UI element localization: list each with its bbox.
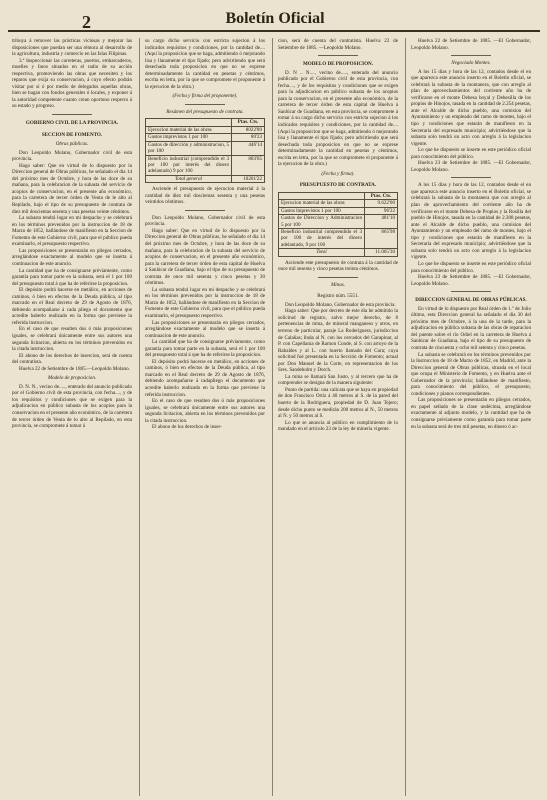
table-cell: 11.065'30 <box>365 249 398 256</box>
separator <box>451 55 491 56</box>
paragraph: Lo que se anuncia al público en cumplimiento de lo mandado en el artículo 23 de la ley de minería vigente. <box>278 419 398 433</box>
table-cell: Gastos imprevistos 1 por 100 <box>279 207 365 214</box>
signature-line: Huelva 22 de Setiembre de 1885.—Leopoldo Molano. <box>19 365 130 372</box>
paragraph: En virtud de lo dispuesto por Real órden de 1.º de Julio último, esta Direccion general ha señalado el dia 30 del próximo mes de Octubre, á la una de la tarde, para la adjudicacion en pública subasta de las obras de reparacion del puente sobre el rio Odiel en la carretera de Huelva á Sanlúcar de Guadiana, bajo el tipo de su presupuesto de contrata de cincuenta y ocho mil setenta y cinco pesetas. <box>411 305 531 351</box>
table-total-row <box>279 249 398 256</box>
column-1 <box>12 38 132 796</box>
paragraph: La subasta se celebrará en los términos prevenidos por la Instruccion de 18 de Marzo de 1852, en Madrid, ante la Direccion general de Obras públicas, situada en el local que ocupa el Ministerio de Fomento, y en Huelva ante el Gobernador de la provincia; hallándose de manifiesto, para conocimiento del público, el presupuesto, condiciones y planos correspondientes. <box>411 351 531 397</box>
paragraph: Las proposiciones se presentarán en pliegos cerrados, arreglándose exactamente al modelo que se inserta á continuacion de este anuncio. <box>145 319 265 339</box>
separator <box>318 55 358 56</box>
budget-table <box>278 192 398 257</box>
table-row <box>279 215 398 229</box>
column-divider <box>272 38 273 796</box>
table-cell: 96'22 <box>365 207 398 214</box>
table-cell: 481'10 <box>365 215 398 229</box>
paragraph: El depósito podrá hacerse en metálico, en acciones de caminos, ó bien en efectos de la Deuda pública, al tipo marcado en el Real decreto de 29 de Agosto de 1876, debiendo acompañarse á cadapliego el documento que acredite haberlo realizado en la forma que previene la referida instruccion. <box>145 358 265 398</box>
publication-title: Boletín Oficial <box>225 10 325 27</box>
table-row <box>279 200 398 207</box>
table-total-row <box>146 175 265 182</box>
subheading: Negociado Montes. <box>451 60 491 67</box>
table-row <box>146 134 265 141</box>
column-divider <box>405 38 406 796</box>
table-cell <box>279 192 365 199</box>
table-cell: Beneficio industrial comprendido el 3 por 100 de interés del dinero adelantado, 9 por 100 <box>279 228 365 248</box>
column-3 <box>278 38 398 796</box>
paragraph: Asciende este presupuesto de contrata á la cantidad de once mil sesenta y cinco pesetas treinta céntimos. <box>278 259 398 273</box>
signature-line: Huelva 23 de Setiembre de 1885. —El Gobernador, Leopoldo Molano. <box>411 160 531 173</box>
subheading: Resúmen del presupuesto de contrata. <box>166 108 244 115</box>
table-row <box>146 155 265 175</box>
table-cell: 865'98 <box>365 228 398 248</box>
separator <box>185 104 225 105</box>
paragraph: Lo que he dispuesto se inserte en este periódico oficial para conocimiento del público. <box>411 147 531 160</box>
table-row <box>146 141 265 155</box>
paragraph: El depósito podrá hacerse en metálico, en acciones de caminos, ó bien en efectos de la Deuda pública, al tipo marcado en el Real decreto de 29 de Agosto de 1876, debiendo acompañarse á cada pliego el documento que acredite haberlo realizado en la forma que previene la referida instruccion. <box>12 287 132 326</box>
table-cell: Ptas. Cts. <box>365 192 398 199</box>
paragraph: La cantidad que ha de consignarse préviamente, como garantía para tomar parte en la subasta, será el 1 por 100 del presupuesto total á que ha de referirse la proposicion. <box>145 339 265 359</box>
table-cell: Ejecucion material de las obras <box>146 126 232 133</box>
paragraph: La subasta tendrá lugar en mi despacho y se celebrará en los términos prevenidos por la instruccion de 18 de Marzo de 1852, hallándose de manifiesto en la Seccion de Fomento de este Gobierno civil, para que el público pueda examinarlo, el presupuesto respectivo. <box>12 215 132 248</box>
paragraph: La subasta tendrá lugar en mi despacho y se celebrará en los términos prevenidos por la instruccion de 18 de Marzo de 1852, hallándose de manifiesto en la Seccion de Fomento de este Gobierno civil, para que el público pueda examinarlo, el presupuesto respectivo. <box>145 286 265 319</box>
registry-number: Registro núm. 5551. <box>317 293 359 300</box>
paragraph: Don Leopoldo Molano, Gobernador civil de esta provincia. <box>12 149 132 163</box>
table-cell: 10261'22 <box>232 175 265 182</box>
table-row <box>146 126 265 133</box>
paragraph: Punto de partida: una calicata que se haya en propiedad de don Francisco Ortiz á 40 metros al S. de la pared del huerto de la Rodriguera, propiedad de D. Juan Tejero; desde dicho punto se medirán 200 metros al N., 50 metros al N. y 50 metros al S. <box>278 386 398 420</box>
table-cell: 80'23 <box>232 134 265 141</box>
page-number: 2 <box>82 12 91 32</box>
section-heading: DIRECCION GENERAL DE OBRAS PÚBLICAS. <box>415 297 527 304</box>
paragraph: D. N. N., vecino de....., enterado del anuncio publicado por el Gobierno civil de esta provincia, con fecha...., y de los requisitos y condiciones que se exigen para la adjudicacion en público subasta de los acopios para la conservacion en el presente año económico, de la carretera de tercer órden de Venta de lo alto al Repilado, en esta provincia, se compromete á tomar á <box>12 383 132 430</box>
table-cell: Total <box>279 249 365 256</box>
paragraph: Lo que he dispuesto se inserte en este periódico oficial para conocimiento del público. <box>411 260 531 274</box>
paragraph: Hago saber: Que por decreto de este dia he admitido la solicitud de registro, salvo mejor derecho, de 8 pertenencias de mina, de mineral manganeso y otros, en terreno de particular, paraje La Roderiguera, jurisdiccion de Calañas; linda al N. con los cercados del Garapinar, al P. con Capellania de Ramon Conde, al S. con arroyo de la Rabaldes y al L. con huerto llamado del Cura; cuya solicitud fué presentada en la Sección de Fomento; actual por Don Manuel de la Corte, en representacion de los Sres. Sandeholm y Dorch. <box>278 308 398 374</box>
paragraph: Hago saber: Que en virtud de lo dispuesto por la Direccion general de Obras públicas, he señalado el dia 14 del próximo mes de Octubre, y hora de las doce de su mañana, para la celebracion de la subasta del servicio de acopios de conservacion, en el presente año económico, para la carretera de tercer órden de Venta de le alto al Repilado, bajo el tipo de su presupuesto de contrata de diez mil doscientas sesenta y una pesetas veinte céntimos. <box>12 162 132 215</box>
column-2 <box>145 38 265 796</box>
table-header-row <box>146 119 265 126</box>
table-cell <box>146 119 232 126</box>
separator <box>451 177 491 178</box>
signature-line: Huelva 23 de Setiembre de 1885. —El Gobernador, Leopoldo Molano. <box>411 274 531 287</box>
paragraph: D. N .. N...., vecino de....., enterado del anuncio publicado por el Gobierno civil de esta provincia, con fecha...., y de los requisitos y condiciones que se exigen para la adjudicacion en público subasta de los acopios para la conservacion, en el presente año económico, de la carretera de tercer órden de esta capital de Huelva á Sanlúcar de Guadiana, en esta provincia, se compromete á tomar á su cargo dicho servicio con estricta sujecion á los indicados requisitos y condiciones, por la cantidad de.... (Aquí la proposicion que se haga, admitiendo ó mejorando lisa y llanamente el tipo fijado; pero advirtiendo que será desechada toda proposicion en que no se exprese determinadamente la cantidad en pesetas y céntimos, escrita en letra, por la que se compromete el proponente á la ejecucion de la obra.) <box>278 69 398 168</box>
header-rule <box>8 30 540 32</box>
table-cell: Gastos de Direccion y Administracion 5 por 100 <box>279 215 365 229</box>
paragraph: A los 15 dias y hora de las 12, contados desde el en que aparezca este anuncio inserto en el Boletin oficial, se celebrará la subasta de la montanera, que con arreglo al plan de aprovechamientos del corriente año ha de verificarse en el monte Dehesa boyal y Dehesilla de los propios de Hinojos, tasada en la cantidad de 2.254 pesetas, ante el Alcalde de dicho pueblo, una comision del Ayuntamiento y un empleado del ramo de montes, bajo el tipo y condiciones que estarán de manifiesto en la Secretaría del expresado municipio; advirtiéndose que la subasta solo tendrá un acto con arreglo á la legislacion vigente. <box>411 68 531 147</box>
paragraph: Las proposiciones se presentarán en pliegos cerrados, arreglándose exactamente al modelo que se inserta á continuacion de este anuncio. <box>12 247 132 267</box>
paragraph: 3.ª Inspeccionar las carreteras, puertos, embarcaderos, muelles y faros situados en el radio de su acción respectiva, promoviendo las obras que necesiten y los reparos que exija su conservacion, á cuyo efecto podrán visitar por sí ó por medio de delegados aquellas obras, bien se hagan con fondos generales ó locales, y exponer á la autoridad competente cuanto crean oportuno respecto á su estado y progreso. <box>12 57 132 110</box>
table-cell: Beneficio industrial (comprendido el 3 por 100 por interés del dinero adelantado) 9 por 100 <box>146 155 232 175</box>
paragraph: cion, será de cuenta del contratista. Huelva 22 de Setiembre de 1885. —Leopoldo Molano. <box>278 38 398 51</box>
table-cell: 446'14 <box>232 141 265 155</box>
section-heading: MODELO DE PROPOSICION. <box>302 61 374 68</box>
paragraph: Don Leopoldo Molano, Gobernador civil de esta provincia. <box>145 214 265 228</box>
table-cell: Total general <box>146 175 232 182</box>
separator <box>185 210 225 211</box>
subheading: Obras públicas. <box>55 141 89 148</box>
table-row <box>279 207 398 214</box>
column-divider <box>139 38 140 796</box>
paragraph: Hago saber: Que en virtud de lo dispuesto por la Direccion general de Obras públicas, he señalado el dia 14 del próximo mes de Octubre, y hora de las doce de su mañana, para la celebracion de la subasta del servicio de acopios de conservacion, en el presente año económico, para la carretera de tercer órden de esta capital de Huelva á Sanlúcar de Guadiana, bajo el tipo de su presupuesto de contrata de once mil sesenta y cinco pesetas y 30 céntimos. <box>145 227 265 287</box>
paragraph: tribuya á remover las prácticas viciosas y mejorar las disposiciones que puedan ser una rémora al desarrollo de la agricultura, industria y comercio en las Islas Filipinas. <box>12 38 132 58</box>
table-cell: Ejecucion material de las obras <box>279 200 365 207</box>
budget-table <box>145 118 265 183</box>
table-header-row <box>279 192 398 199</box>
paragraph: Asciende el presupuesto de ejecucion material á la cantidad de diez mil doscientas sesenta y una pesetas veintidos céntimos. <box>145 186 265 206</box>
paragraph: Las proposiciones se presentarán en pliegos cerrados, en papel sellado de la clase undécima, arreglándose exactamente al adjunto modelo, y la cantidad que ha de consignarse préviamente como garantía para tomar parte en la subasta será de tres mil pesetas, en dinero ó ac- <box>411 397 531 430</box>
signature-line: Huelva 22 de Setiembre de 1885. —El Gobernador, Leopoldo Molano. <box>411 38 531 51</box>
separator <box>451 291 491 292</box>
section-heading: PRESUPUESTO DE CONTRATA. <box>299 182 377 189</box>
separator <box>52 114 92 115</box>
paragraph: Don Leopoldo Molano, Gobernador de esta provincia. <box>285 301 396 308</box>
signature-note: (Fecha y firma). <box>321 170 355 177</box>
paragraph: La mina se llamará San Justo, y al tercero que ha de comprender se designa de la manera siguiente: <box>278 373 398 387</box>
table-cell: 8022'80 <box>232 126 265 133</box>
paragraph: El abono de los derechos de insercion, será de cuenta del contratista. <box>12 352 132 366</box>
page-header <box>0 0 547 34</box>
subheading: Modelo de proposicion. <box>47 375 97 382</box>
paragraph: A los 15 dias y hora de las 12, contados desde el en que aparezca este anuncio inserto en el Boletin oficial, se celebrará la subasta de la montanera que con arreglo al plan de aprovechamiento del corriente año ha de verificarse en el monte Dehesa de Propios y la Rosilla del pueblo de Hinojos, tasada en la cantidad de 2.308 pesetas, ante el Alcalde de dicho pueblo, una comision del Ayuntamiento y un empleado del ramo de montes, bajo el tipo y condiciones que estarán de manifiesto en la Secretaría del expresado municipio; advirtiéndose que la subasta solo tendrá un acto con arreglo á la legislacion vigente. <box>411 182 531 261</box>
table-cell: 803'05 <box>232 155 265 175</box>
section-heading: SECCION DE FOMENTO. <box>41 131 103 138</box>
signature-note: (Fecha y firma del proponente). <box>172 93 238 100</box>
table-row <box>279 228 398 248</box>
separator <box>318 277 358 278</box>
paragraph: En el caso de que resulten dos ó más proposiciones iguales, se celebrará únicamente entre sus autores una segunda licitacion, abierta en los términos prevenidos por la citada instruccion. <box>145 398 265 424</box>
paragraph: En el caso de que resulten dos ó más proposiciones iguales, se celebrará únicamente entre sus autores una segunda licitacion, abierta en los términos prevenidos en la citada instruccion. <box>12 326 132 353</box>
section-heading: GOBIERNO CIVIL DE LA PROVINCIA. <box>25 120 119 127</box>
paragraph: La cantidad que ha de consignarse préviamente, como garantía para tomar parte en la subasta, será el 1 por 100 del presupuesto total á que ha de referirse la proposicion. <box>12 267 132 287</box>
table-cell: 9.622'00 <box>365 200 398 207</box>
table-cell: Ptas. Cts. <box>232 119 265 126</box>
paragraph: El abono de los derechos de inser- <box>152 424 222 431</box>
column-4 <box>411 38 531 796</box>
subheading: Minas. <box>330 281 345 288</box>
paragraph: su cargo dicho servicio con estricta sujecion á los indicados requisitos y condiciones, por la cantidad de.... (Aquí la proposicion que se haga, admitiendo ó mejorando lisa y llanamente el tipo fijado; pero advirtiendo que será desechada toda proposicion en que no se exprese determinadamente la cantidad en pesetas y céntimos, escrita en letra, por la que se compromete el proponente á la ejecucion de la obra.) <box>145 38 265 90</box>
table-cell: Gastos de dirección y administracion, 5 por 100 <box>146 141 232 155</box>
table-cell: Gastos imprevistos 1 por 100 <box>146 134 232 141</box>
